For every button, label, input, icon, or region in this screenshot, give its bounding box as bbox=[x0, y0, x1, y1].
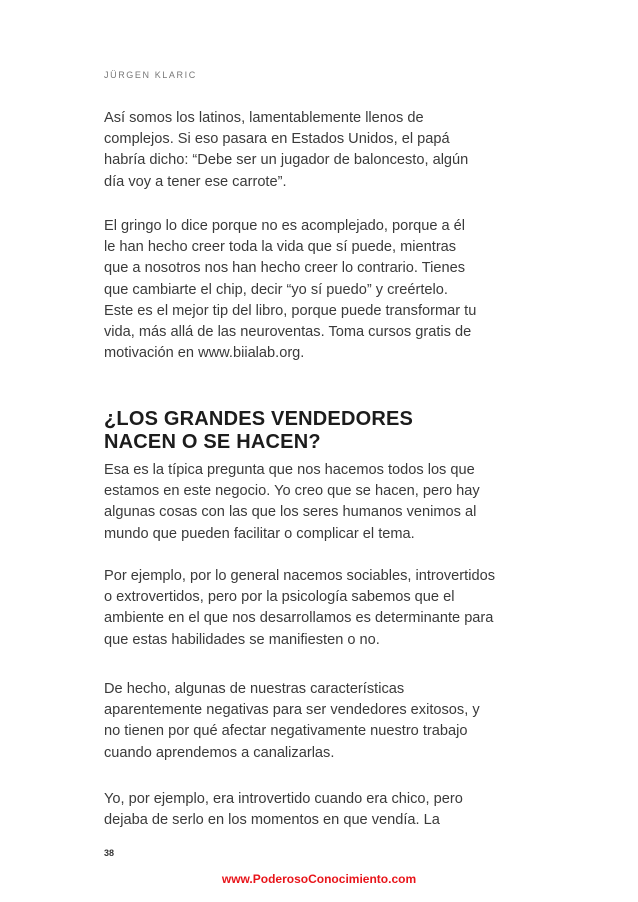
text-line: que cambiarte el chip, decir “yo sí puedo” y creértelo. bbox=[104, 281, 448, 298]
text-line: que a nosotros nos han hecho creer lo contrario. Tienes bbox=[104, 260, 466, 277]
text-line: ambiente en el que nos desarrollamos es determinante para bbox=[104, 610, 494, 627]
text-line: algunas cosas con las que los seres humanos venimos al bbox=[104, 504, 477, 521]
text-line: El gringo lo dice porque no es acomplejado, porque a él bbox=[104, 218, 466, 234]
paragraph bbox=[104, 108, 524, 193]
text-line: estamos en este negocio. Yo creo que se hacen, pero hay bbox=[104, 483, 480, 500]
text-line: aparentemente negativas para ser vendedores exitosos, y bbox=[104, 702, 480, 719]
paragraph bbox=[104, 789, 524, 831]
text-line: De hecho, algunas de nuestras características bbox=[104, 681, 405, 697]
text-line: motivación en www.biialab.org. bbox=[104, 345, 305, 362]
text-line: le han hecho creer toda la vida que sí puede, mientras bbox=[104, 239, 457, 256]
text-line: Esa es la típica pregunta que nos hacemos todos los que bbox=[104, 462, 475, 478]
text-line: que estas habilidades se manifiesten o no. bbox=[104, 631, 380, 648]
text-line: Por ejemplo, por lo general nacemos sociables, introvertidos bbox=[104, 568, 495, 584]
text-line: no tienen por qué afectar negativamente nuestro trabajo bbox=[104, 723, 468, 740]
text-line: o extrovertidos, pero por la psicología sabemos que el bbox=[104, 589, 455, 606]
text-line: Este es el mejor tip del libro, porque puede transformar tu bbox=[104, 302, 477, 319]
text-line: Yo, por ejemplo, era introvertido cuando era chico, pero bbox=[104, 791, 463, 807]
text-line: día voy a tener ese carrote”. bbox=[104, 173, 287, 190]
text-line: dejaba de serlo en los momentos en que vendía. La bbox=[104, 812, 440, 829]
heading-line: NACEN O SE HACEN? bbox=[104, 431, 321, 453]
text-line: complejos. Si eso pasara en Estados Unidos, el papá bbox=[104, 131, 450, 148]
text-line: mundo que pueden facilitar o complicar el tema. bbox=[104, 525, 415, 542]
text-line: Así somos los latinos, lamentablemente llenos de bbox=[104, 110, 424, 126]
page-number: 38 bbox=[104, 848, 115, 858]
text-line: vida, más allá de las neuroventas. Toma cursos gratis de bbox=[104, 324, 472, 341]
text-line: habría dicho: “Debe ser un jugador de baloncesto, algún bbox=[104, 152, 469, 169]
footer-website-link[interactable]: www.PoderosoConocimiento.com bbox=[221, 872, 417, 886]
heading-line: ¿LOS GRANDES VENDEDORES bbox=[104, 408, 414, 430]
text-line: cuando aprendemos a canalizarlas. bbox=[104, 744, 335, 761]
running-head: JÜRGEN KLARIC bbox=[104, 70, 197, 80]
paragraph bbox=[104, 566, 524, 651]
section-heading bbox=[104, 408, 413, 454]
paragraph bbox=[104, 679, 524, 764]
paragraph bbox=[104, 216, 524, 364]
paragraph bbox=[104, 460, 524, 545]
